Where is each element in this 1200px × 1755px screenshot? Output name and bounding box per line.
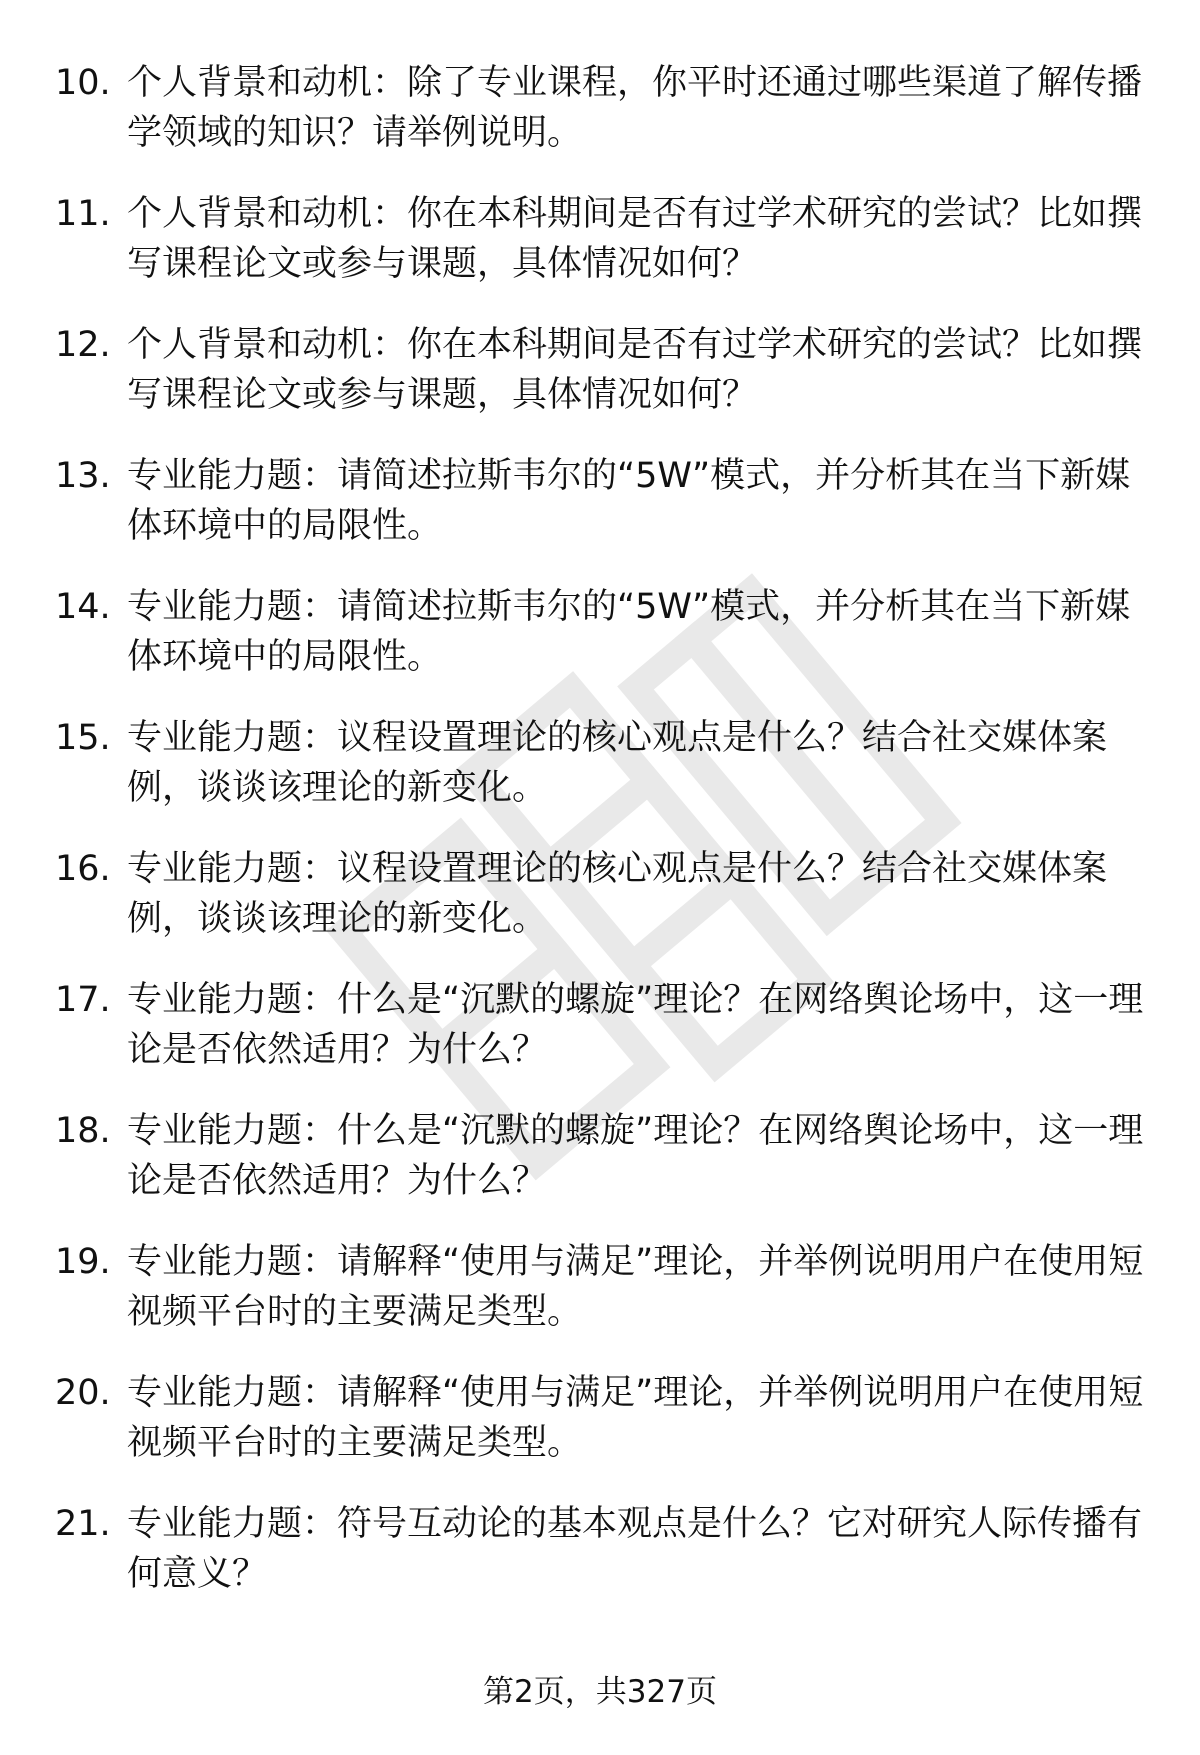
question-item: [55, 58, 1145, 158]
question-text: 专业能力题：请简述拉斯韦尔的“5W”模式，并分析其在当下新媒体环境中的局限性。: [127, 587, 1131, 677]
question-number: 11.: [55, 194, 111, 234]
question-text: 个人背景和动机：你在本科期间是否有过学术研究的尝试？比如撰写课程论文或参与课题，具体情况如何？: [127, 325, 1143, 415]
question-item: [55, 713, 1145, 813]
question-text: 专业能力题：请解释“使用与满足”理论，并举例说明用户在使用短视频平台时的主要满足类型。: [127, 1242, 1144, 1332]
question-text: 专业能力题：议程设置理论的核心观点是什么？结合社交媒体案例，谈谈该理论的新变化。: [127, 718, 1108, 808]
question-text: 专业能力题：什么是“沉默的螺旋”理论？在网络舆论场中，这一理论是否依然适用？为什么？: [127, 980, 1144, 1070]
question-list: [55, 58, 1145, 1630]
page-footer: 第2页，共327页: [483, 1674, 717, 1710]
question-item: [55, 1368, 1145, 1468]
question-number: 14.: [55, 587, 111, 627]
question-item: [55, 1499, 1145, 1599]
question-number: 15.: [55, 718, 111, 758]
question-number: 13.: [55, 456, 111, 496]
question-text: 专业能力题：请简述拉斯韦尔的“5W”模式，并分析其在当下新媒体环境中的局限性。: [127, 456, 1131, 546]
question-number: 16.: [55, 849, 111, 889]
question-text: 个人背景和动机：你在本科期间是否有过学术研究的尝试？比如撰写课程论文或参与课题，具体情况如何？: [127, 194, 1143, 284]
question-item: [55, 451, 1145, 551]
question-text: 专业能力题：请解释“使用与满足”理论，并举例说明用户在使用短视频平台时的主要满足类型。: [127, 1373, 1144, 1463]
question-number: 17.: [55, 980, 111, 1020]
question-number: 20.: [55, 1373, 111, 1413]
question-item: [55, 844, 1145, 944]
question-number: 12.: [55, 325, 111, 365]
question-text: 专业能力题：议程设置理论的核心观点是什么？结合社交媒体案例，谈谈该理论的新变化。: [127, 849, 1108, 939]
question-text: 个人背景和动机：除了专业课程，你平时还通过哪些渠道了解传播学领域的知识？请举例说明。: [127, 63, 1143, 153]
question-item: [55, 320, 1145, 420]
question-number: 10.: [55, 63, 111, 103]
question-text: 专业能力题：符号互动论的基本观点是什么？它对研究人际传播有何意义？: [127, 1504, 1143, 1594]
question-item: [55, 582, 1145, 682]
question-item: [55, 1237, 1145, 1337]
question-number: 18.: [55, 1111, 111, 1151]
question-item: [55, 1106, 1145, 1206]
question-number: 19.: [55, 1242, 111, 1282]
question-number: 21.: [55, 1504, 111, 1544]
question-item: [55, 975, 1145, 1075]
question-item: [55, 189, 1145, 289]
question-text: 专业能力题：什么是“沉默的螺旋”理论？在网络舆论场中，这一理论是否依然适用？为什么？: [127, 1111, 1144, 1201]
